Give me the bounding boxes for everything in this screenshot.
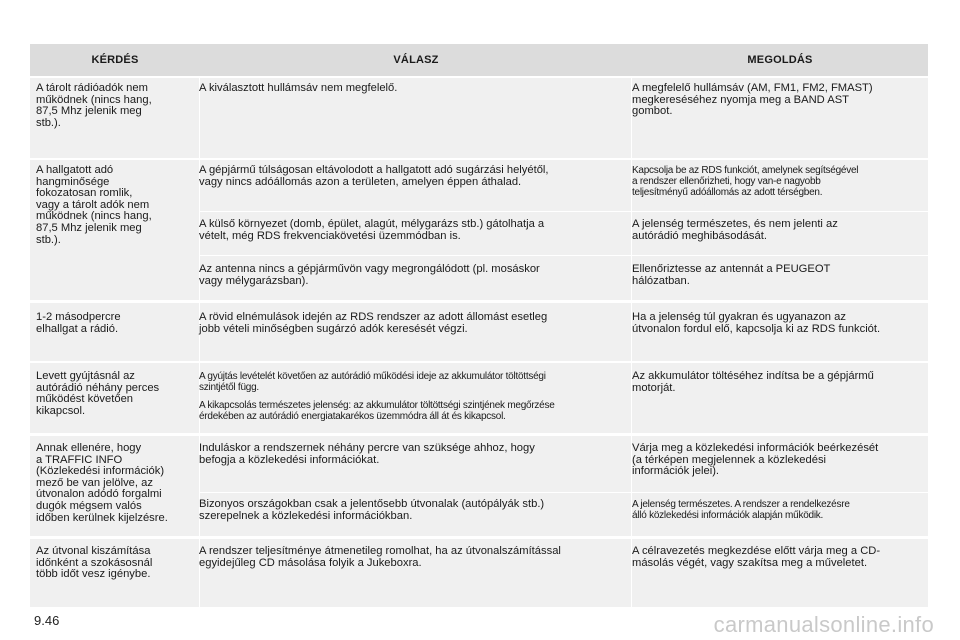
watermark: carmanualsonline.info — [713, 612, 934, 637]
column-divider — [199, 78, 200, 607]
solution-cell: A megfelelő hullámsáv (AM, FM1, FM2, FMAST) megkereséséhez nyomja meg a BAND AST gombot. — [632, 82, 873, 118]
subrow-divider — [200, 492, 928, 493]
solution-cell: Kapcsolja be az RDS funkciót, amelynek segítségével a rendszer ellenőrizheti, hogy van-e nagyobb teljesítményű adóállomás az adott térségben. — [632, 165, 859, 198]
solution-cell: Ellenőriztesse az antennát a PEUGEOT hálózatban. — [632, 263, 831, 287]
answer-cell: Az antenna nincs a gépjárművön vagy megrongálódott (pl. mosáskor vagy mélygarázsban). — [199, 263, 540, 287]
answer-cell: Induláskor a rendszernek néhány percre van szüksége ahhoz, hogy befogja a közlekedési információkat. — [199, 442, 535, 466]
solution-cell: Az akkumulátor töltéséhez indítsa be a gépjármű motorját. — [632, 370, 874, 394]
solution-cell: Ha a jelenség túl gyakran és ugyanazon az útvonalon fordul elő, kapcsolja ki az RDS funkciót. — [632, 311, 881, 335]
header-question: KÉRDÉS — [91, 54, 139, 66]
question-cell: Levett gyújtásnál az autórádió néhány perces működést követően kikapcsol. — [36, 370, 160, 417]
question-cell: A tárolt rádióadók nem működnek (nincs hang, 87,5 Mhz jelenik meg stb.). — [36, 82, 152, 129]
answer-cell-note: A kikapcsolás természetes jelenség: az akkumulátor töltöttségi szintjének megőrzése érdekében az autórádió energiatakarékos üzemmódra áll át és kikapcsol. — [199, 400, 555, 422]
answer-cell: A gyújtás levételét követően az autórádió működési ideje az akkumulátor töltöttségi szintjétől függ. — [199, 371, 546, 393]
header-answer: VÁLASZ — [393, 54, 439, 66]
answer-cell: Bizonyos országokban csak a jelentősebb útvonalak (autópályák stb.) szerepelnek a közlekedési információkban. — [199, 498, 545, 522]
question-cell: Annak ellenére, hogy a TRAFFIC INFO (Közlekedési információk) mező be van jelölve, az útvonalon adódó forgalmi dugók mégsem valós időben kerülnek kijelzésre. — [36, 442, 168, 524]
table-header — [30, 44, 928, 76]
question-cell: 1-2 másodpercre elhallgat a rádió. — [36, 311, 121, 335]
question-cell: A hallgatott adó hangminősége fokozatosan romlik, vagy a tárolt adók nem működnek (nincs hang, 87,5 Mhz jelenik meg stb.). — [36, 164, 152, 246]
solution-cell: A célravezetés megkezdése előtt várja meg a CD- másolás végét, vagy szakítsa meg a műveletet. — [632, 545, 881, 569]
column-divider — [631, 78, 632, 607]
answer-cell: A gépjármű túlságosan eltávolodott a hallgatott adó sugárzási helyétől, vagy nincs adóállomás azon a területen, amelyen éppen áthalad. — [199, 164, 549, 188]
page-number: 9.46 — [34, 613, 60, 628]
question-cell: Az útvonal kiszámítása időnként a szokásosnál több időt vesz igénybe. — [36, 545, 153, 581]
header-solution: MEGOLDÁS — [747, 54, 813, 66]
solution-cell: A jelenség természetes. A rendszer a rendelkezésre álló közlekedési információk alapján működik. — [632, 499, 850, 521]
answer-cell: A rendszer teljesítménye átmenetileg romolhat, ha az útvonalszámítással egyidejűleg CD másolása folyik a Jukeboxra. — [199, 545, 561, 569]
answer-cell: A kiválasztott hullámsáv nem megfelelő. — [199, 82, 398, 94]
subrow-divider — [200, 255, 928, 256]
solution-cell: Várja meg a közlekedési információk beérkezését (a térképen megjelennek a közlekedési információk jelei). — [632, 442, 879, 478]
subrow-divider — [200, 211, 928, 212]
solution-cell: A jelenség természetes, és nem jelenti az autórádió meghibásodását. — [632, 218, 838, 242]
answer-cell: A rövid elnémulások idején az RDS rendszer az adott állomást esetleg jobb vételi minőségben sugárzó adók keresését végzi. — [199, 311, 548, 335]
answer-cell: A külső környezet (domb, épület, alagút, mélygarázs stb.) gátolhatja a vételt, még RDS frekvenciakövetési üzemmódban is. — [199, 218, 545, 242]
